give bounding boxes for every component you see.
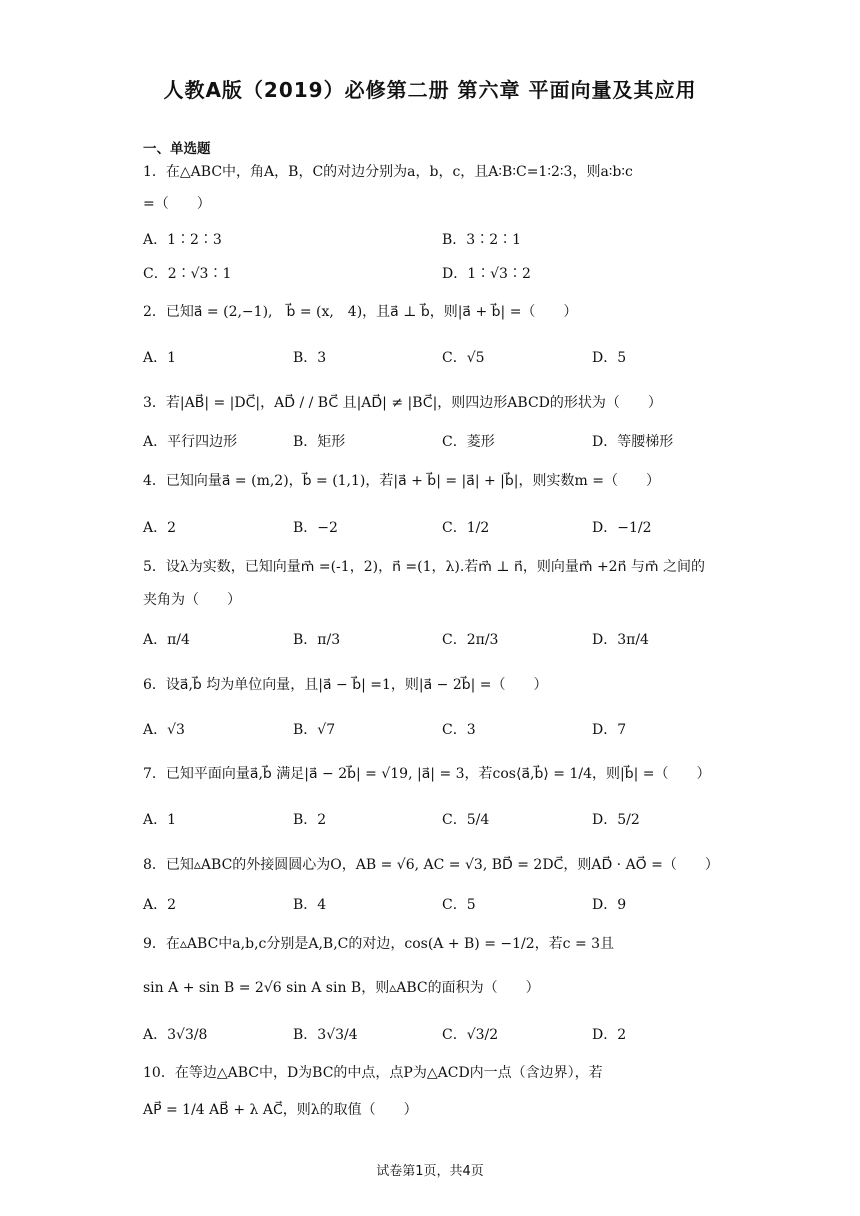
question-8-option-b: B．4 xyxy=(293,897,327,913)
question-9-option-b: B．3√3/4 xyxy=(293,1027,358,1043)
question-5-option-c: C．2π/3 xyxy=(442,632,499,648)
section-heading: 一、单选题 xyxy=(143,141,211,157)
question-2-line-1: 2．已知a⃗ = (2,−1), b⃗ = (x, 4)，且a⃗ ⊥ b⃗，则|a⃗ + b⃗| =（ ） xyxy=(143,304,578,320)
question-1-line-2: =（ ） xyxy=(143,196,211,212)
question-6-option-a: A．√3 xyxy=(143,722,185,738)
question-2-option-a: A．1 xyxy=(143,350,177,366)
question-2-option-d: D．5 xyxy=(592,350,627,366)
question-6-line-1: 6．设a⃗,b⃗ 均为单位向量，且|a⃗ − b⃗| =1，则|a⃗ − 2b⃗| =（ ） xyxy=(143,677,548,693)
question-2-option-c: C．√5 xyxy=(442,350,485,366)
question-3-option-c: C．菱形 xyxy=(442,434,495,450)
page-footer: 试卷第1页，共4页 xyxy=(376,1164,484,1179)
question-7-option-c: C．5/4 xyxy=(442,812,490,828)
question-10-line-1: 10．在等边△ABC中，D为BC的中点，点P为△ACD内一点（含边界），若 xyxy=(143,1065,603,1081)
question-9-option-d: D．2 xyxy=(592,1027,627,1043)
question-4-option-d: D．−1/2 xyxy=(592,520,652,536)
question-3-option-a: A．平行四边形 xyxy=(143,434,238,450)
question-6-option-c: C．3 xyxy=(442,722,476,738)
question-7-option-a: A．1 xyxy=(143,812,177,828)
question-9-option-c: C．√3/2 xyxy=(442,1027,499,1043)
question-6-option-b: B．√7 xyxy=(293,722,336,738)
question-1-option-a: A．1∶2∶3 xyxy=(143,232,222,248)
question-3-option-d: D．等腰梯形 xyxy=(592,434,674,450)
page-title: 人教A版（2019）必修第二册 第六章 平面向量及其应用 xyxy=(163,78,697,102)
question-4-option-b: B．−2 xyxy=(293,520,338,536)
question-5-option-a: A．π/4 xyxy=(143,632,190,648)
question-8-line-1: 8．已知▵ABC的外接圆圆心为O，AB = √6, AC = √3, BD⃗ = 2DC⃗，则AD⃗ · AO⃗ =（ ） xyxy=(143,857,719,873)
question-1-option-c: C．2∶√3∶1 xyxy=(143,266,232,282)
question-4-option-c: C．1/2 xyxy=(442,520,490,536)
question-10-line-2: AP⃗ = 1/4 AB⃗ + λ AC⃗，则λ的取值（ ） xyxy=(143,1102,418,1118)
question-8-option-c: C．5 xyxy=(442,897,476,913)
question-9-line-2: sin A + sin B = 2√6 sin A sin B，则▵ABC的面积为（ ） xyxy=(143,980,540,996)
question-4-option-a: A．2 xyxy=(143,520,177,536)
question-5-line-1: 5．设λ为实数，已知向量m⃗ =(-1，2)，n⃗ =(1，λ).若m⃗ ⊥ n⃗，则向量m⃗ +2n⃗ 与m⃗ 之间的 xyxy=(143,559,705,575)
question-3-option-b: B．矩形 xyxy=(293,434,346,450)
question-1-option-b: B．3∶2∶1 xyxy=(442,232,522,248)
question-7-line-1: 7．已知平面向量a⃗,b⃗ 满足|a⃗ − 2b⃗| = √19, |a⃗| = 3，若cos⟨a⃗,b⃗⟩ = 1/4，则|b⃗| =（ ） xyxy=(143,766,711,782)
question-6-option-d: D．7 xyxy=(592,722,627,738)
question-1-line-1: 1．在△ABC中，角A，B，C的对边分别为a，b，c，且A∶B∶C=1∶2∶3，则a∶b∶c xyxy=(143,164,633,180)
question-2-option-b: B．3 xyxy=(293,350,327,366)
question-1-option-d: D．1∶√3∶2 xyxy=(442,266,531,282)
question-5-option-b: B．π/3 xyxy=(293,632,341,648)
question-5-line-2: 夹角为（ ） xyxy=(143,592,241,608)
question-7-option-b: B．2 xyxy=(293,812,327,828)
question-9-option-a: A．3√3/8 xyxy=(143,1027,208,1043)
question-8-option-d: D．9 xyxy=(592,897,627,913)
question-8-option-a: A．2 xyxy=(143,897,177,913)
question-5-option-d: D．3π/4 xyxy=(592,632,649,648)
question-4-line-1: 4．已知向量a⃗ = (m,2)，b⃗ = (1,1)，若|a⃗ + b⃗| = |a⃗| + |b⃗|，则实数m =（ ） xyxy=(143,473,660,489)
question-7-option-d: D．5/2 xyxy=(592,812,640,828)
question-3-line-1: 3．若|AB⃗| = |DC⃗|，AD⃗ / / BC⃗ 且|AD⃗| ≠ |BC⃗|，则四边形ABCD的形状为（ ） xyxy=(143,395,662,411)
question-9-line-1: 9．在▵ABC中a,b,c分别是A,B,C的对边，cos(A + B) = −1/2，若c = 3且 xyxy=(143,936,615,952)
